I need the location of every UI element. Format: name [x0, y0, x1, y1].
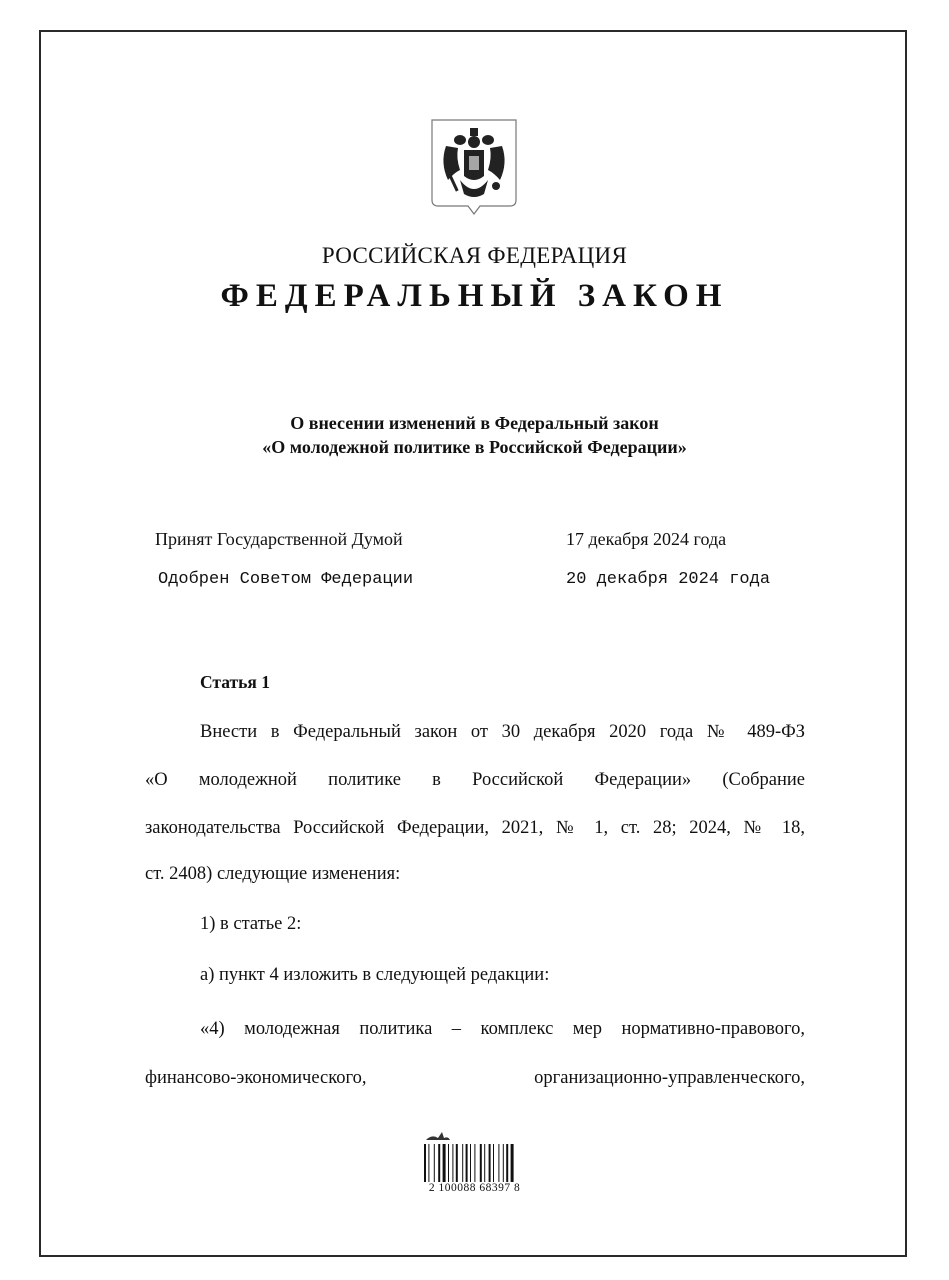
- article-heading: Статья 1: [200, 672, 270, 692]
- body-line-1: Внести в Федеральный закон от 30 декабря 2020 года № 489-ФЗ: [200, 722, 805, 742]
- barcode-bar: [470, 1144, 471, 1182]
- barcode-bar: [452, 1144, 453, 1182]
- barcode-bar: [434, 1144, 435, 1182]
- barcode-bar: [466, 1144, 468, 1182]
- barcode-bar: [474, 1144, 475, 1182]
- body-line-3: законодательства Российской Федерации, 2021, № 1, ст. 28; 2024, № 18,: [145, 818, 805, 838]
- barcode-bar: [493, 1144, 494, 1182]
- barcode-bar: [448, 1144, 449, 1182]
- barcode-bar: [456, 1144, 458, 1182]
- body-line-5: 1) в статье 2:: [200, 914, 302, 934]
- body-line-2: «О молодежной политике в Российской Федерации» (Собрание: [145, 770, 805, 790]
- body-line-8: финансово-экономического, организационно-управленческого,: [145, 1068, 805, 1088]
- barcode-bar: [462, 1144, 463, 1182]
- barcode-bar: [438, 1144, 440, 1182]
- barcode-number: 2 100088 68397 8: [428, 1182, 521, 1194]
- law-title-line-2: «О молодежной политике в Российской Федерации»: [262, 437, 687, 457]
- barcode-bar: [428, 1144, 429, 1182]
- barcode-bar: [424, 1144, 426, 1182]
- law-type-heading: ФЕДЕРАЛЬНЫЙ ЗАКОН: [220, 278, 729, 314]
- approved-council-date: 20 декабря 2024 года: [566, 570, 771, 589]
- barcode-bar: [484, 1144, 485, 1182]
- barcode-bar: [511, 1144, 514, 1182]
- barcode-bar: [506, 1144, 508, 1182]
- law-title-line-1: О внесении изменений в Федеральный закон: [290, 413, 659, 433]
- barcode-bar: [503, 1144, 504, 1182]
- barcode-bar: [489, 1144, 491, 1182]
- approved-council-label: Одобрен Советом Федерации: [158, 570, 414, 589]
- adopted-duma-label: Принят Государственной Думой: [155, 529, 403, 549]
- body-line-7: «4) молодежная политика – комплекс мер нормативно-правового,: [200, 1019, 805, 1039]
- country-name: РОССИЙСКАЯ ФЕДЕРАЦИЯ: [321, 243, 628, 268]
- adopted-duma-date: 17 декабря 2024 года: [566, 529, 727, 549]
- barcode-bar: [443, 1144, 446, 1182]
- coat-of-arms-icon: [430, 118, 518, 218]
- barcode-bar: [480, 1144, 482, 1182]
- body-line-6: а) пункт 4 изложить в следующей редакции:: [200, 965, 550, 985]
- body-line-4: ст. 2408) следующие изменения:: [145, 864, 401, 884]
- barcode-bar: [498, 1144, 499, 1182]
